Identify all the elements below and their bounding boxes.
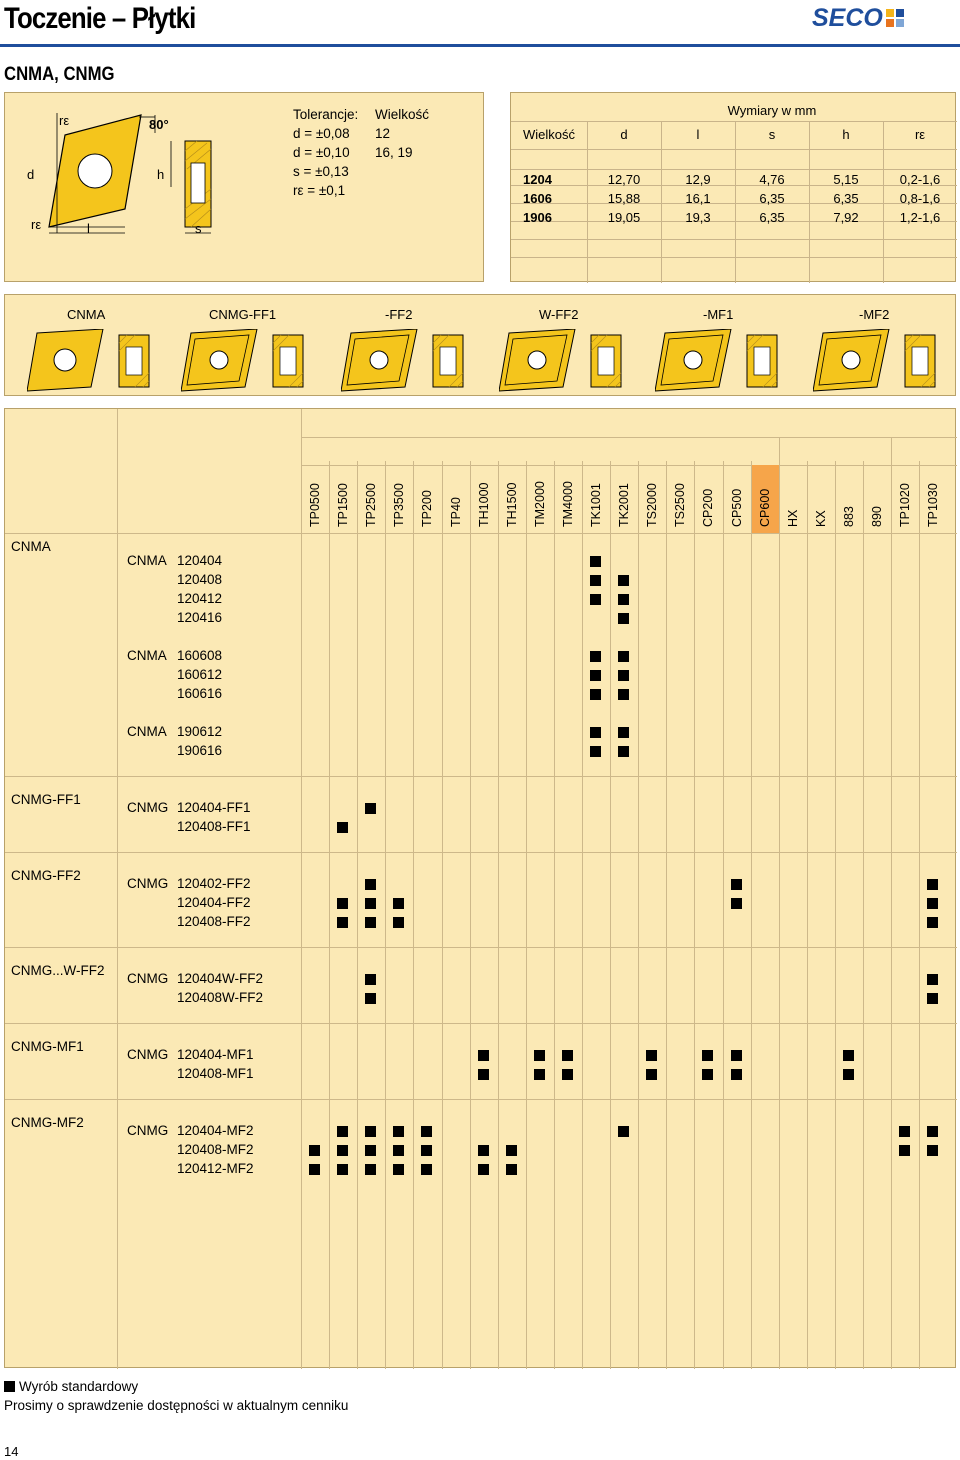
insert-type-label: CNMA bbox=[67, 307, 106, 322]
standard-mark bbox=[646, 1050, 657, 1061]
standard-mark bbox=[843, 1050, 854, 1061]
section-title: CNMA, CNMG bbox=[4, 64, 115, 85]
page-number: 14 bbox=[4, 1444, 19, 1459]
dims-header-cell: rε bbox=[914, 127, 926, 142]
standard-mark bbox=[506, 1164, 517, 1175]
dims-value-cell: 5,15 bbox=[833, 172, 859, 187]
row-prefix: CNMA bbox=[127, 648, 167, 663]
row-code: 120408W-FF2 bbox=[177, 990, 264, 1005]
logo-squares-icon bbox=[886, 9, 904, 27]
standard-mark bbox=[927, 898, 938, 909]
grade-column-header: HX bbox=[785, 509, 800, 527]
insert-type-label: -MF1 bbox=[703, 307, 734, 322]
legend-note: Prosimy o sprawdzenie dostępności w aktualnym cenniku bbox=[4, 1398, 349, 1413]
grade-column-header: TP2500 bbox=[364, 483, 379, 527]
standard-mark bbox=[927, 879, 938, 890]
standard-mark bbox=[421, 1164, 432, 1175]
dims-value-cell: 1,2-1,6 bbox=[899, 210, 941, 225]
group-separator bbox=[5, 947, 957, 948]
grade-column-header: 890 bbox=[870, 506, 884, 527]
grade-column-header: TP200 bbox=[420, 490, 435, 527]
seco-logo bbox=[812, 3, 904, 32]
row-code: 120408-MF2 bbox=[177, 1142, 254, 1157]
grade-column-header: TS2500 bbox=[673, 483, 688, 527]
group-name: CNMG-FF1 bbox=[11, 792, 81, 807]
dims-value-cell: 0,2-1,6 bbox=[899, 172, 941, 187]
row-prefix: CNMG bbox=[127, 1047, 169, 1062]
standard-mark bbox=[590, 689, 601, 700]
dim-row-line bbox=[511, 149, 957, 150]
standard-mark bbox=[365, 803, 376, 814]
grade-column-header: TK1001 bbox=[589, 483, 603, 527]
grade-col-line bbox=[835, 461, 836, 1369]
standard-mark bbox=[590, 556, 601, 567]
insert-types-row bbox=[5, 295, 957, 397]
sketch-label-d: d bbox=[27, 167, 35, 182]
grade-column-header: CP600 bbox=[757, 488, 772, 527]
row-code: 160612 bbox=[177, 667, 223, 682]
standard-mark bbox=[365, 879, 376, 890]
group-name: CNMA bbox=[11, 539, 51, 554]
row-code: 120412 bbox=[177, 591, 223, 606]
standard-mark bbox=[562, 1069, 573, 1080]
legend-standard bbox=[4, 1379, 138, 1394]
standard-mark bbox=[534, 1069, 545, 1080]
tolerance-item: d = ±0,10 bbox=[293, 145, 350, 160]
dims-value-cell: 7,92 bbox=[833, 210, 859, 225]
grade-grid bbox=[5, 409, 957, 1369]
grade-col-line bbox=[442, 461, 443, 1369]
grade-column-header: TM4000 bbox=[560, 481, 575, 527]
insert-type-label: -MF2 bbox=[859, 307, 890, 322]
dimensions-table bbox=[511, 93, 957, 283]
tolerances-heading: Tolerancje: bbox=[293, 107, 359, 122]
standard-mark bbox=[478, 1145, 489, 1156]
row-code: 120408 bbox=[177, 572, 223, 587]
grade-col-line bbox=[863, 461, 864, 1369]
group-separator bbox=[5, 852, 957, 853]
grade-col-line bbox=[526, 461, 527, 1369]
standard-mark bbox=[927, 1126, 938, 1137]
grade-column-header: TH1000 bbox=[476, 482, 491, 527]
dim-row-line bbox=[511, 169, 957, 170]
standard-mark bbox=[590, 651, 601, 662]
standard-mark bbox=[393, 917, 404, 928]
standard-mark bbox=[506, 1145, 517, 1156]
insert-drawing-3 bbox=[341, 329, 491, 399]
dimensions-panel bbox=[510, 92, 956, 282]
grade-col-line bbox=[779, 437, 780, 1369]
standard-mark bbox=[562, 1050, 573, 1061]
grade-subgroup-line bbox=[301, 465, 957, 466]
grade-col-line bbox=[357, 461, 358, 1369]
size-item: 12 bbox=[375, 126, 391, 141]
dim-row-line bbox=[511, 239, 957, 240]
standard-mark bbox=[365, 1145, 376, 1156]
row-code: 120412-MF2 bbox=[177, 1161, 254, 1176]
header-bottom-line bbox=[5, 533, 957, 534]
sketch-label-l: l bbox=[87, 221, 90, 236]
standard-mark bbox=[590, 594, 601, 605]
row-code: 120408-FF1 bbox=[177, 819, 251, 834]
grade-column-header: KX bbox=[813, 510, 828, 527]
sketch-label-s: s bbox=[195, 221, 202, 236]
grade-col-line bbox=[610, 461, 611, 1369]
grade-column-header: TM2000 bbox=[532, 481, 547, 527]
dim-row-line bbox=[511, 121, 957, 122]
dims-header-cell: l bbox=[696, 127, 700, 142]
standard-mark bbox=[927, 974, 938, 985]
dims-value-cell: 19,05 bbox=[607, 210, 641, 225]
sketch-label-r: rε bbox=[59, 113, 70, 128]
row-code: 120404-FF2 bbox=[177, 895, 251, 910]
standard-mark bbox=[365, 974, 376, 985]
dims-header-cell: d bbox=[620, 127, 628, 142]
standard-mark bbox=[337, 822, 348, 833]
standard-mark bbox=[393, 1126, 404, 1137]
insert-type-label: -FF2 bbox=[385, 307, 413, 322]
row-code: 120408-MF1 bbox=[177, 1066, 254, 1081]
standard-mark bbox=[590, 575, 601, 586]
sketch-label-h: h bbox=[157, 167, 165, 182]
standard-mark bbox=[927, 993, 938, 1004]
dims-value-cell: 6,35 bbox=[833, 191, 859, 206]
sketch-label-angle: 80° bbox=[149, 117, 169, 132]
group-separator bbox=[5, 776, 957, 777]
standard-mark bbox=[899, 1126, 910, 1137]
standard-mark bbox=[731, 1050, 742, 1061]
grade-column-header: TH1500 bbox=[504, 482, 519, 527]
dims-value-cell: 19,3 bbox=[685, 210, 711, 225]
legend-standard-label: Wyrób standardowy bbox=[19, 1379, 139, 1394]
grade-col-line bbox=[807, 461, 808, 1369]
standard-mark bbox=[365, 993, 376, 1004]
page-title: Toczenie – Płytki bbox=[4, 2, 196, 35]
dims-size-cell: 1204 bbox=[523, 172, 552, 187]
row-code: 120408-FF2 bbox=[177, 914, 251, 929]
standard-mark bbox=[618, 689, 629, 700]
grade-col-line bbox=[694, 461, 695, 1369]
insert-type-label: W-FF2 bbox=[539, 307, 579, 322]
dims-value-cell: 16,1 bbox=[685, 191, 711, 206]
dims-value-cell: 12,9 bbox=[685, 172, 711, 187]
grade-table-panel bbox=[4, 408, 956, 1368]
standard-mark bbox=[337, 898, 348, 909]
dims-value-cell: 6,35 bbox=[759, 210, 785, 225]
standard-mark bbox=[618, 670, 629, 681]
grade-column-header: TP1020 bbox=[898, 483, 913, 527]
grade-col-line bbox=[329, 461, 330, 1369]
standard-mark bbox=[421, 1145, 432, 1156]
group-name: CNMG...W-FF2 bbox=[11, 963, 105, 978]
grade-col-line bbox=[919, 461, 920, 1369]
row-code: 120404 bbox=[177, 553, 223, 568]
insert-drawing-6 bbox=[813, 329, 960, 399]
standard-mark bbox=[393, 1164, 404, 1175]
standard-mark bbox=[618, 746, 629, 757]
grade-col-line bbox=[498, 461, 499, 1369]
standard-mark bbox=[843, 1069, 854, 1080]
group-name: CNMG-MF1 bbox=[11, 1039, 84, 1054]
grade-group-line bbox=[301, 437, 957, 438]
standard-mark bbox=[702, 1050, 713, 1061]
standard-mark bbox=[618, 1126, 629, 1137]
standard-mark bbox=[309, 1145, 320, 1156]
grade-column-header: CP500 bbox=[729, 488, 744, 527]
insert-type-label: CNMG-FF1 bbox=[209, 307, 277, 322]
grade-col-line bbox=[413, 461, 414, 1369]
standard-mark bbox=[393, 898, 404, 909]
standard-mark bbox=[590, 727, 601, 738]
grade-col-line bbox=[638, 461, 639, 1369]
row-code: 120404W-FF2 bbox=[177, 971, 264, 986]
dim-row-line bbox=[511, 257, 957, 258]
row-prefix: CNMG bbox=[127, 971, 169, 986]
grade-col-line bbox=[301, 409, 302, 1369]
row-prefix: CNMA bbox=[127, 553, 167, 568]
standard-mark bbox=[421, 1126, 432, 1137]
standard-mark bbox=[731, 879, 742, 890]
standard-mark bbox=[618, 594, 629, 605]
grade-col-line bbox=[470, 461, 471, 1369]
dims-value-cell: 4,76 bbox=[759, 172, 785, 187]
grade-column-header: TP0500 bbox=[308, 483, 322, 527]
standard-mark bbox=[899, 1145, 910, 1156]
row-code: 120416 bbox=[177, 610, 223, 625]
grade-col-line bbox=[385, 461, 386, 1369]
group-name: CNMG-FF2 bbox=[11, 868, 81, 883]
dims-value-cell: 15,88 bbox=[607, 191, 641, 206]
standard-mark bbox=[309, 1164, 320, 1175]
dims-title: Wymiary w mm bbox=[727, 103, 817, 118]
size-heading: Wielkość bbox=[375, 107, 430, 122]
standard-mark bbox=[337, 1145, 348, 1156]
tolerances-list bbox=[293, 105, 358, 200]
grade-column-header: 883 bbox=[841, 506, 856, 527]
grade-column-header: TP3500 bbox=[392, 483, 407, 527]
row-prefix: CNMA bbox=[127, 724, 167, 739]
group-name: CNMG-MF2 bbox=[11, 1115, 84, 1130]
header-rule bbox=[0, 44, 960, 47]
standard-mark bbox=[478, 1164, 489, 1175]
standard-mark bbox=[646, 1069, 657, 1080]
row-code: 120402-FF2 bbox=[177, 876, 251, 891]
grade-column-header: TS2000 bbox=[645, 483, 660, 527]
standard-mark bbox=[337, 1126, 348, 1137]
col-line-plytki bbox=[117, 409, 118, 1369]
standard-mark bbox=[590, 670, 601, 681]
standard-mark bbox=[618, 575, 629, 586]
insert-drawing-4 bbox=[499, 329, 649, 399]
dims-size-cell: 1906 bbox=[523, 210, 552, 225]
dims-header-cell: Wielkość bbox=[522, 127, 575, 142]
group-separator bbox=[5, 1023, 957, 1024]
standard-mark bbox=[478, 1069, 489, 1080]
dims-header-cell: s bbox=[768, 127, 776, 142]
dims-value-cell: 12,70 bbox=[607, 172, 641, 187]
row-code: 190616 bbox=[177, 743, 223, 758]
standard-mark bbox=[478, 1050, 489, 1061]
row-code: 120404-MF1 bbox=[177, 1047, 254, 1062]
grade-column-header: TK2001 bbox=[617, 483, 632, 527]
grade-col-line bbox=[582, 461, 583, 1369]
standard-mark bbox=[365, 898, 376, 909]
standard-mark bbox=[618, 727, 629, 738]
tolerance-item: s = ±0,13 bbox=[293, 164, 349, 179]
group-separator bbox=[5, 1099, 957, 1100]
tolerance-item: d = ±0,08 bbox=[293, 126, 350, 141]
standard-mark bbox=[393, 1145, 404, 1156]
insert-drawing-5 bbox=[655, 329, 805, 399]
insert-drawing-1 bbox=[27, 329, 177, 399]
row-code: 160616 bbox=[177, 686, 223, 701]
insert-types-panel bbox=[4, 294, 956, 396]
sketch-panel bbox=[4, 92, 484, 282]
grade-col-line bbox=[554, 461, 555, 1369]
size-item: 16, 19 bbox=[375, 145, 413, 160]
standard-mark bbox=[337, 917, 348, 928]
grade-col-line bbox=[723, 461, 724, 1369]
row-prefix: CNMG bbox=[127, 876, 169, 891]
standard-mark bbox=[702, 1069, 713, 1080]
dims-size-cell: 1606 bbox=[523, 191, 552, 206]
grade-column-header: TP1030 bbox=[926, 483, 941, 527]
grade-col-line bbox=[891, 437, 892, 1369]
grade-column-header: TP40 bbox=[448, 497, 463, 527]
sketch-label-r2: rε bbox=[31, 217, 42, 232]
standard-mark bbox=[337, 1164, 348, 1175]
standard-mark bbox=[618, 651, 629, 662]
standard-mark bbox=[731, 1069, 742, 1080]
row-prefix: CNMG bbox=[127, 800, 169, 815]
standard-mark bbox=[731, 898, 742, 909]
row-code: 120404-MF2 bbox=[177, 1123, 254, 1138]
insert-drawing-2 bbox=[181, 329, 331, 399]
standard-mark bbox=[365, 1164, 376, 1175]
grade-column-header: TP1500 bbox=[336, 483, 351, 527]
logo-text: SECO bbox=[812, 3, 883, 32]
standard-mark bbox=[365, 917, 376, 928]
grade-column-header: CP200 bbox=[701, 488, 716, 527]
standard-mark bbox=[927, 917, 938, 928]
standard-mark bbox=[927, 1145, 938, 1156]
grade-col-line bbox=[751, 461, 752, 1369]
tolerance-item: rε = ±0,1 bbox=[293, 183, 346, 198]
standard-mark bbox=[618, 613, 629, 624]
grade-col-line bbox=[666, 461, 667, 1369]
dims-value-cell: 6,35 bbox=[759, 191, 785, 206]
standard-square-icon bbox=[4, 1381, 15, 1392]
standard-mark bbox=[365, 1126, 376, 1137]
row-prefix: CNMG bbox=[127, 1123, 169, 1138]
standard-mark bbox=[590, 746, 601, 757]
row-code: 120404-FF1 bbox=[177, 800, 251, 815]
dims-header-cell: h bbox=[842, 127, 850, 142]
row-code: 190612 bbox=[177, 724, 223, 739]
row-code: 160608 bbox=[177, 648, 223, 663]
standard-mark bbox=[534, 1050, 545, 1061]
dims-value-cell: 0,8-1,6 bbox=[899, 191, 941, 206]
tolerance-sizes bbox=[375, 105, 429, 162]
